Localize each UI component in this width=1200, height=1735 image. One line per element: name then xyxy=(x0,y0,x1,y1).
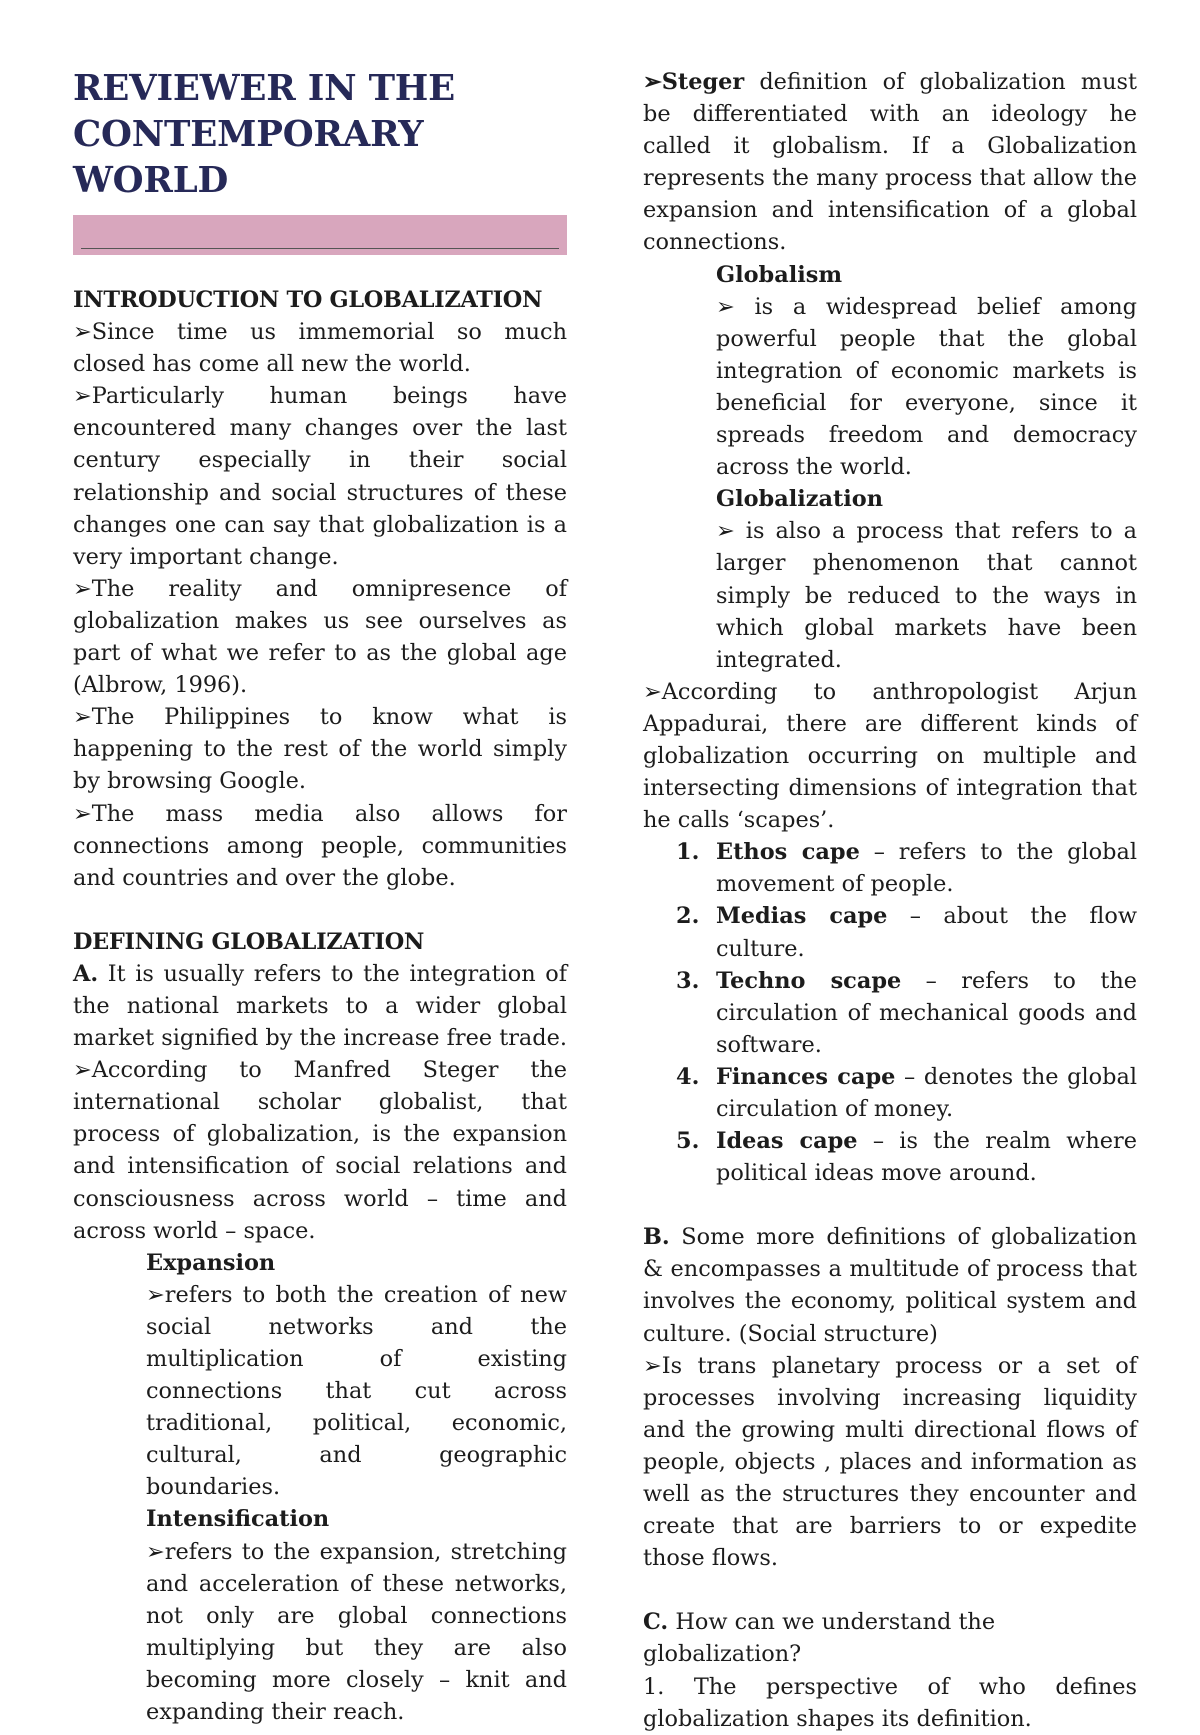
scape-number: 2. xyxy=(676,903,700,930)
globalization-term: Globalization xyxy=(716,486,884,513)
intro-bullet-1: ➢Since time us immemorial so much closed has come all new the world. xyxy=(73,319,567,378)
scape-description: – refers to the circulation of mechanical goods and software. xyxy=(716,967,1137,1058)
scape-description: – about the flow culture. xyxy=(716,903,1137,962)
scape-term: Finances cape xyxy=(716,1063,896,1090)
intro-bullet-5: ➢The mass media also allows for connections among people, communities and countries and over the globe. xyxy=(73,800,567,891)
defining-heading: DEFINING GLOBALIZATION xyxy=(73,928,425,955)
definition-b xyxy=(643,1221,1137,1349)
steger-globalism-paragraph xyxy=(643,66,1137,259)
intro-heading: INTRODUCTION TO GLOBALIZATION xyxy=(73,287,543,313)
right-column xyxy=(643,66,1137,1735)
scape-term: Ideas cape xyxy=(716,1128,858,1155)
scape-number: 1. xyxy=(676,839,700,866)
scape-description: – denotes the global circulation of money. xyxy=(716,1063,1137,1122)
question-c xyxy=(643,1606,1137,1670)
scape-term: Medias cape xyxy=(716,903,888,930)
definition-a-text: It is usually refers to the integration of the national markets to a wider global market signified by the increase free trade. xyxy=(73,960,567,1052)
steger-rest: definition of globalization must be differentiated with an ideology he called it globalism. If a Globalization represents the many process that allow the expansion and intensification of a global connections. xyxy=(643,69,1137,256)
scape-description: – is the realm where political ideas move around. xyxy=(716,1128,1138,1187)
scapes-list xyxy=(643,836,1137,1189)
globalization-definition: ➢ is also a process that refers to a larger phenomenon that cannot simply be reduced to the ways in which global markets have been integrated. xyxy=(716,518,1137,673)
list-item xyxy=(643,836,1137,900)
trans-planetary-bullet: ➢Is trans planetary process or a set of processes involving increasing liquidity and the growing multi directional flows of people, objects , places and information as well as the structures they encounter and create that are barriers to or expedite those flows. xyxy=(643,1352,1137,1572)
scape-description: – refers to the global movement of people. xyxy=(716,839,1137,898)
scape-number: 3. xyxy=(676,967,700,994)
title-underline-bar xyxy=(73,215,567,255)
globalism-definition: ➢ is a widespread belief among powerful people that the global integration of economic markets is beneficial for everyone, since it spreads freedom and democracy across the world. xyxy=(716,293,1137,481)
definition-a-label: A. xyxy=(73,960,99,987)
globalism-term: Globalism xyxy=(716,261,843,288)
document-title xyxy=(73,66,567,204)
intro-bullet-3: ➢The reality and omnipresence of globalization makes us see ourselves as part of what we refer to as the global age (Albrow, 1996). xyxy=(73,575,567,699)
spacer xyxy=(643,1574,1137,1606)
definition-a xyxy=(73,958,567,1054)
definition-b-text: Some more definitions of globalization & encompasses a multitude of process that involves the economy, political system and culture. (Social structure) xyxy=(643,1224,1137,1347)
intensification-term: Intensification xyxy=(146,1506,330,1533)
scape-term: Techno scape xyxy=(716,967,902,994)
title-bar-rule xyxy=(81,248,559,249)
question-c-point-1: 1. The perspective of who defines globalization shapes its definition. xyxy=(643,1673,1137,1732)
left-column xyxy=(73,66,567,1728)
expansion-definition: ➢refers to both the creation of new social networks and the multiplication of existing connections that cut across traditional, political, economic, cultural, and geographic boundaries. xyxy=(146,1281,567,1501)
title-line-1: REVIEWER IN THE xyxy=(73,68,455,109)
scape-number: 4. xyxy=(676,1063,700,1090)
intensification-definition: ➢refers to the expansion, stretching and acceleration of these networks, not only are global connections multiplying but they are also becoming more closely – knit and expanding their reach. xyxy=(146,1538,567,1726)
steger-bullet: ➢According to Manfred Steger the international scholar globalist, that process of globalization, is the expansion and intensification of social relations and consciousness across world – time and across world – space. xyxy=(73,1057,567,1244)
spacer xyxy=(643,1189,1137,1221)
steger-lead: ➢Steger xyxy=(643,69,745,95)
intro-bullet-4: ➢The Philippines to know what is happening to the rest of the world simply by browsing Google. xyxy=(73,704,567,795)
question-c-label: C. xyxy=(643,1609,669,1636)
list-item xyxy=(643,1061,1137,1125)
question-c-text: How can we understand the globalization? xyxy=(643,1609,996,1668)
list-item xyxy=(643,1125,1137,1189)
expansion-term: Expansion xyxy=(146,1249,276,1276)
list-item xyxy=(643,900,1137,964)
definition-b-label: B. xyxy=(643,1224,670,1251)
intro-bullet-2: ➢Particularly human beings have encountered many changes over the last century especially in their social relationship and social structures of these changes one can say that globalization is a very important change. xyxy=(73,383,567,570)
scape-number: 5. xyxy=(676,1128,700,1155)
list-item xyxy=(643,965,1137,1061)
scape-term: Ethos cape xyxy=(716,839,860,866)
title-line-2: CONTEMPORARY WORLD xyxy=(73,114,424,201)
appadurai-bullet: ➢According to anthropologist Arjun Appadurai, there are different kinds of globalization occurring on multiple and intersecting dimensions of integration that he calls ‘scapes’. xyxy=(643,678,1137,834)
